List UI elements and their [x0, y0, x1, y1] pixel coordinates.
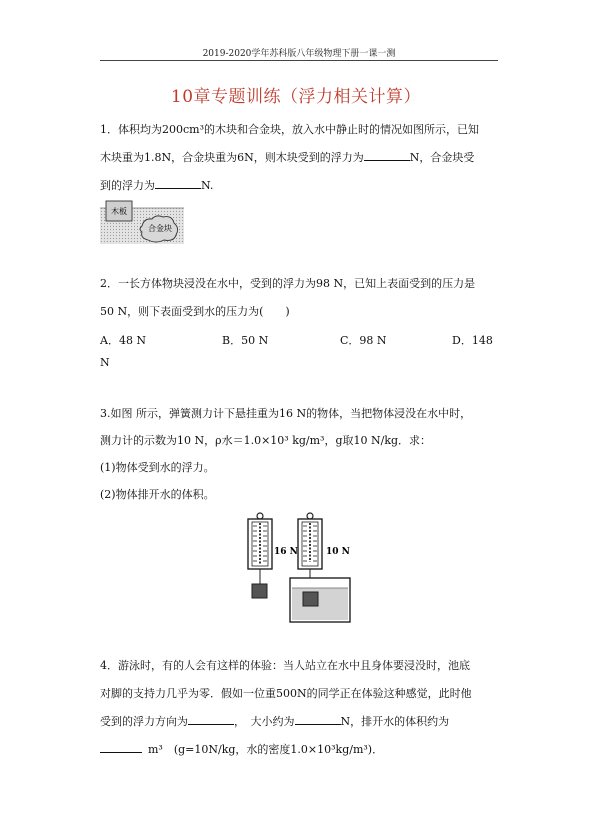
water-beaker [290, 578, 350, 622]
q4-line3-text-b: ， 大小约为 [234, 715, 295, 728]
scale-reading-right: 10 N [326, 547, 350, 557]
page-header: 2019-2020学年苏科版八年级物理下册一课一测 [202, 49, 396, 59]
q1-line2 [100, 144, 498, 172]
scale-reading-left: 16 N [274, 547, 298, 557]
q1-line2-text-a: 木块重为1.8N，合金块重为6N，则木块受到的浮力为 [100, 151, 364, 164]
q2-line2: 50 N，则下表面受到水的压力为( ) [100, 305, 290, 318]
q2-option-d: D．148 [452, 334, 493, 347]
q3-sub1: (1)物体受到水的浮力。 [100, 461, 215, 474]
q4-blank-3 [100, 752, 142, 753]
q4-line3-text-a: 受到的浮力方向为 [100, 715, 188, 728]
q4-line1: 4．游泳时，有的人会有这样的体验：当人站立在水中且身体要浸没时，池底 [100, 659, 470, 672]
q2-options [100, 332, 498, 348]
q2-option-b: B．50 N [222, 334, 269, 347]
q1-line3 [100, 172, 498, 200]
hanging-object-right [303, 592, 318, 606]
q4-blank-1 [188, 724, 234, 725]
q2-line1: 2．一长方体物块浸没在水中，受到的浮力为98 N，已知上表面受到的压力是 [100, 277, 476, 290]
q1-blank-1 [364, 160, 410, 161]
q4-line2: 对脚的支持力几乎为零．假如一位重500N的同学正在体验这种感觉，此时他 [100, 687, 472, 700]
q4-line3-text-c: N，排开水的体积约为 [340, 715, 450, 728]
q1-line2-text-b: N，合金块受 [409, 151, 475, 164]
hanging-object-left [252, 584, 267, 598]
q2-option-d-wrap: N [100, 356, 110, 369]
q4-line4-text: m³ (g=10N/kg，水的密度1.0×10³kg/m³)． [148, 743, 384, 756]
wood-block-label: 木板 [111, 207, 127, 216]
q4-line3 [100, 708, 498, 736]
q2-option-a: A．48 N [100, 334, 147, 347]
q2-option-c: C．98 N [340, 334, 387, 347]
header-divider [100, 60, 498, 61]
page-title: 10章专题训练（浮力相关计算） [170, 87, 422, 107]
q1-line3-text-a: 到的浮力为 [100, 179, 155, 192]
q4-blank-2 [295, 724, 341, 725]
q3-line2: 测力计的示数为10 N，ρ水＝1.0×10³ kg/m³，g取10 N/kg．求： [100, 434, 432, 447]
q1-figure [100, 198, 184, 244]
q3-figure [240, 512, 360, 624]
q3-sub2: (2)物体排开水的体积。 [100, 488, 215, 501]
q4-line4 [100, 736, 498, 764]
q1-blank-2 [155, 188, 201, 189]
q1-line1: 1．体积均为200cm³的木块和合金块，放入水中静止时的情况如图所示，已知 [100, 123, 479, 136]
q3-line1: 3.如图 所示，弹簧测力计下悬挂重为16 N的物体，当把物体浸没在水中时， [100, 407, 472, 420]
q1-line3-text-b: N. [201, 179, 214, 192]
spring-scale-left [248, 513, 272, 598]
alloy-block-label: 合金块 [148, 224, 172, 233]
